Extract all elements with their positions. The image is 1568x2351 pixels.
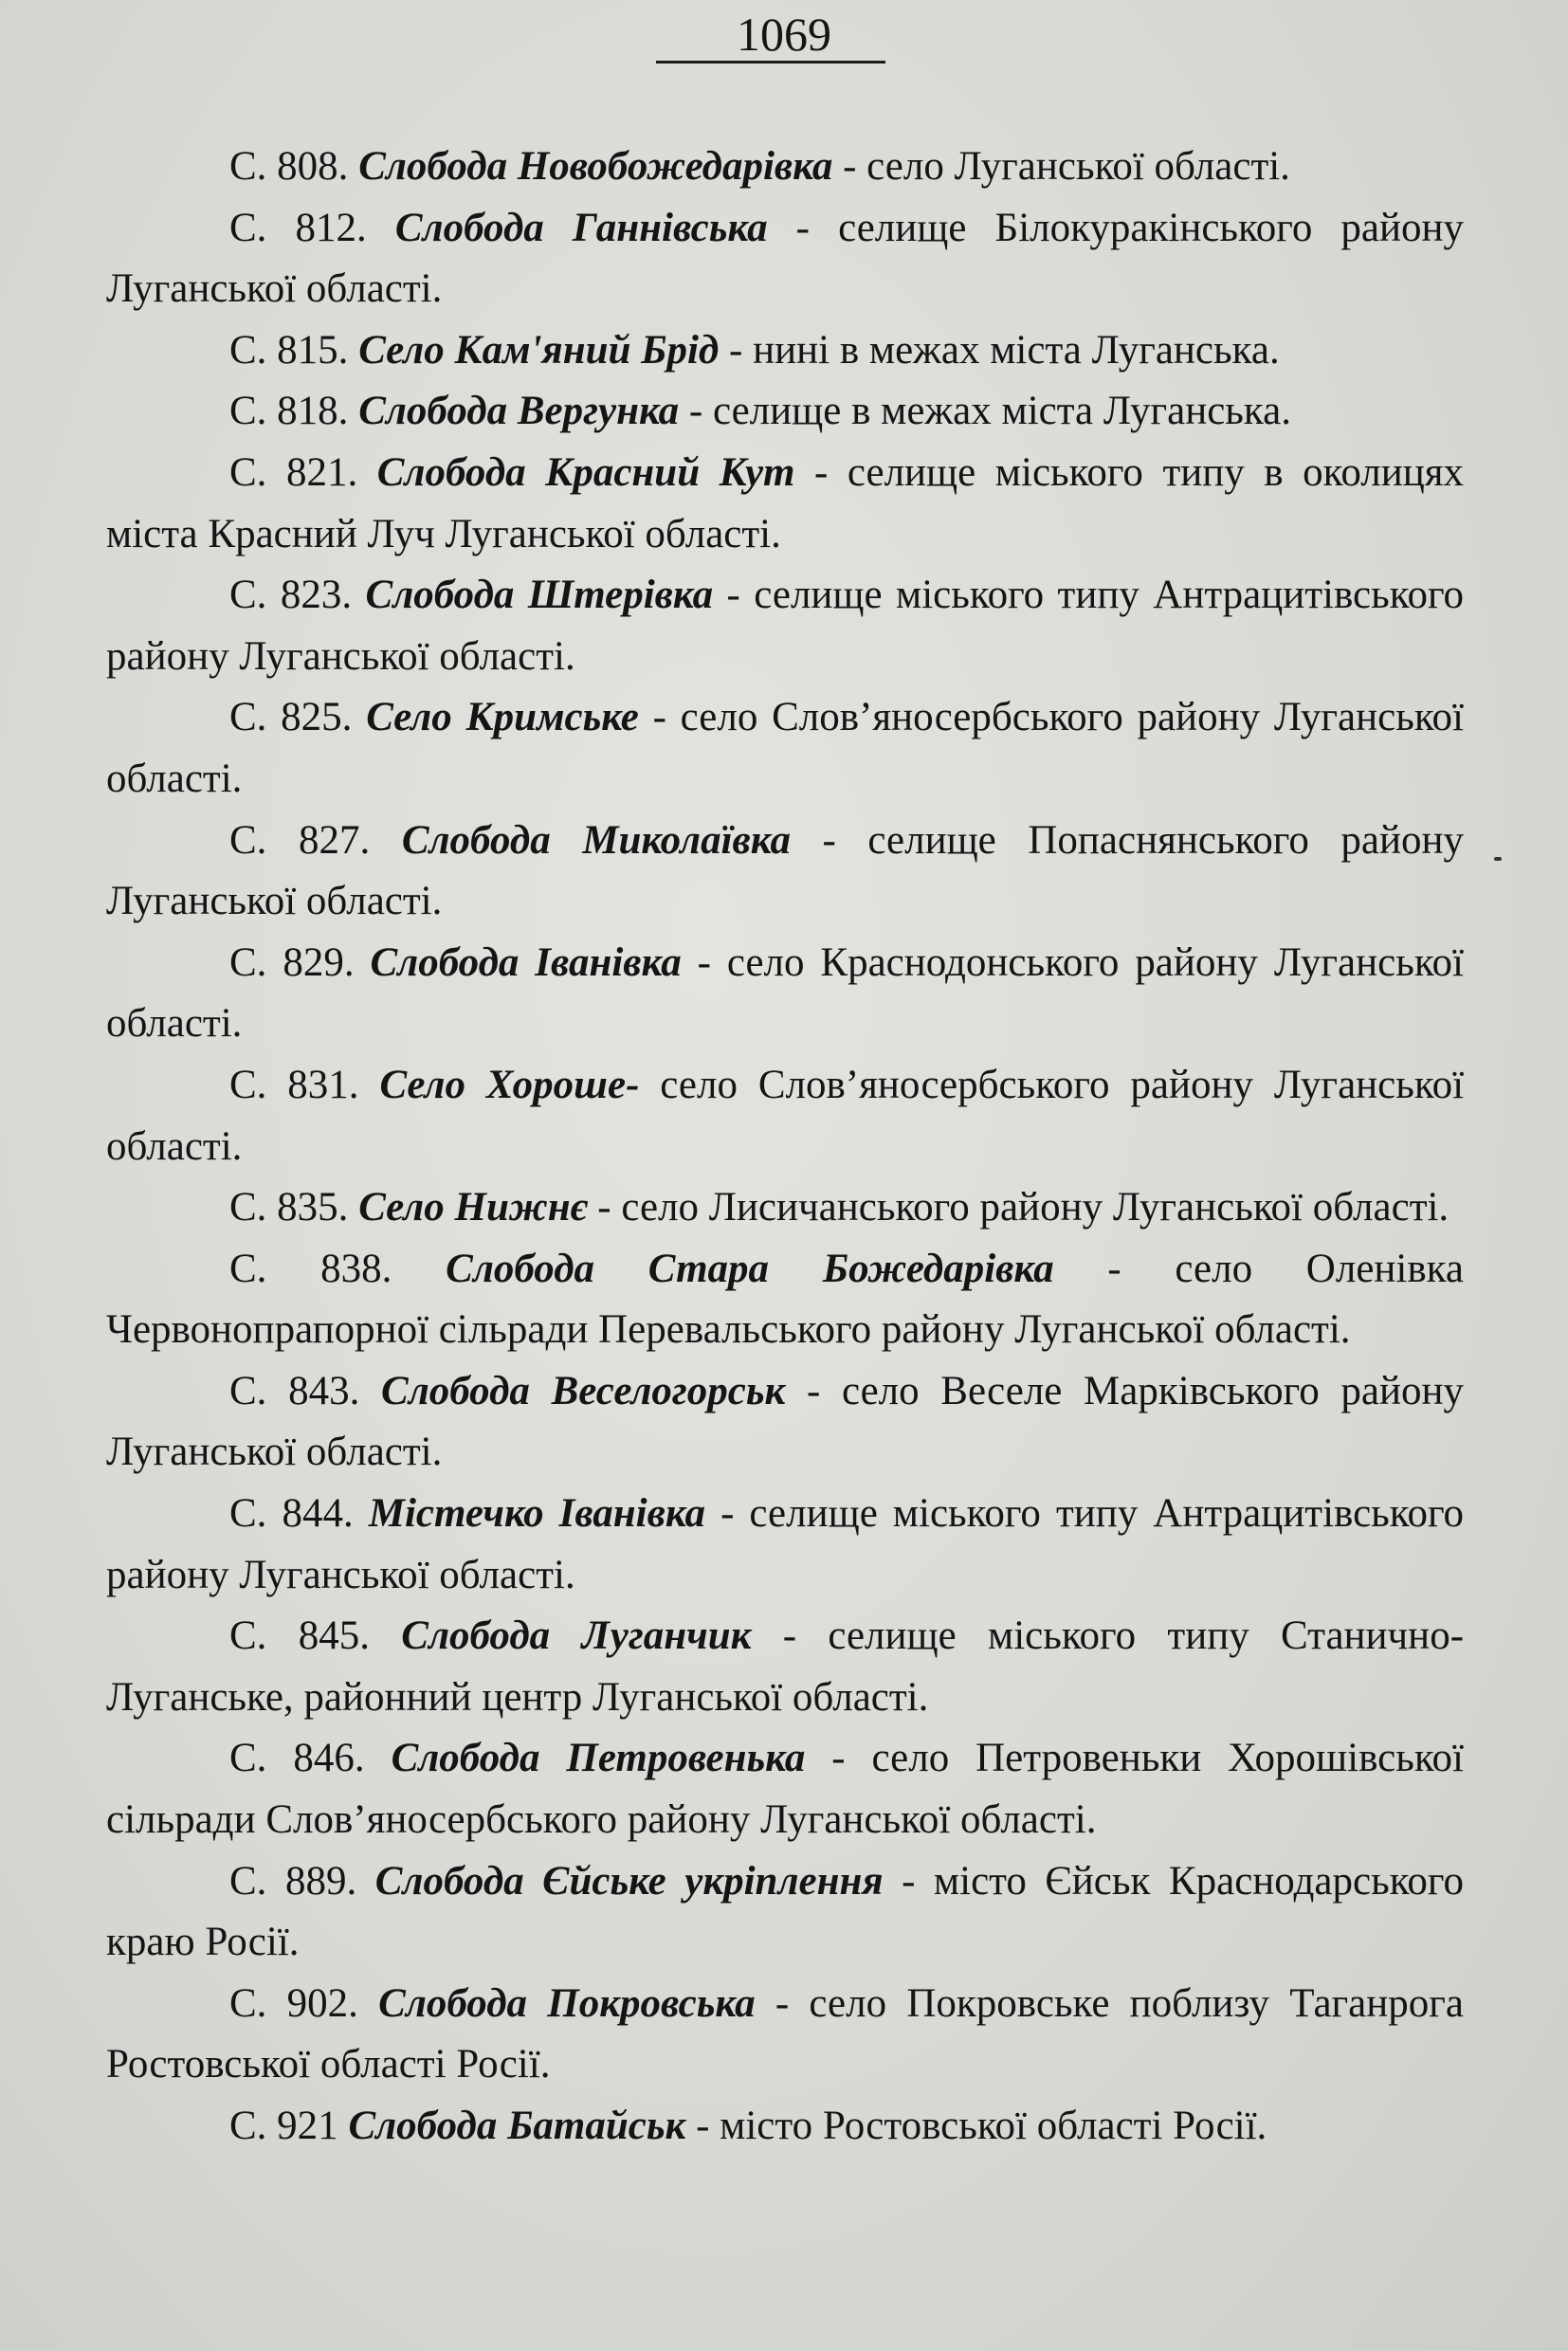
entry-desc: - село Оленівка Червонопрапорної сільради Перевальського району Луганської області.: [106, 1246, 1464, 1353]
list-item: [106, 320, 1464, 382]
entry-name: Слобода Єйське укріплення: [374, 1858, 884, 1904]
paper-speck: [1494, 857, 1502, 861]
entry-list: [106, 137, 1464, 2158]
entry-name: Слобода Веселогорськ: [381, 1368, 786, 1413]
entry-desc: - місто Ростовської області Росії.: [696, 2104, 1267, 2148]
entry-ref: С. 827.: [229, 817, 371, 863]
entry-desc: - селище міського типу Антрацитівського району Луганської області.: [106, 1491, 1465, 1597]
list-item: [106, 1239, 1464, 1361]
entry-desc: - місто Єйськ Краснодарського краю Росії.: [106, 1858, 1464, 1965]
entry-ref: С. 844.: [229, 1491, 354, 1537]
entry-desc: - селище Білокуракінського району Луганської області.: [106, 205, 1465, 312]
entry-desc: - селище міського типу в околицях міста Красний Луч Луганської області.: [106, 449, 1465, 556]
entry-desc: - селище Попаснянського району Луганської області.: [106, 817, 1465, 924]
entry-desc: - село Слов’яносербського району Луганської області.: [106, 695, 1465, 801]
entry-ref: С. 921: [229, 2104, 338, 2148]
entry-ref: С. 812.: [229, 205, 367, 250]
list-item: [106, 933, 1464, 1055]
entry-desc: - селище міського типу Антрацитівського району Луганської області.: [106, 573, 1465, 679]
entry-name: Слобода Петровенька: [391, 1736, 806, 1781]
entry-desc: - село Лисичанського району Луганської області.: [597, 1185, 1449, 1230]
entry-name: Слобода Луганчик: [401, 1613, 752, 1659]
entry-ref: С. 889.: [229, 1858, 357, 1904]
entry-desc: - село Покровське поблизу Таганрога Ростовської області Росії.: [106, 1980, 1464, 2087]
list-item: [106, 811, 1464, 933]
entry-desc: - селище в межах міста Луганська.: [688, 389, 1291, 434]
list-item: [106, 1177, 1464, 1239]
entry-name: Слобода Ганнівська: [394, 205, 768, 250]
entry-ref: С. 818.: [229, 389, 349, 434]
entry-name: Село Нижнє: [358, 1185, 588, 1230]
entry-ref: С. 902.: [229, 1980, 358, 2026]
entry-ref: С. 846.: [229, 1736, 365, 1781]
list-item: [106, 1974, 1464, 2096]
list-item: [106, 381, 1464, 443]
entry-desc: - село Петровеньки Хорошівської сільради Слов’яносербського району Луганської області.: [106, 1736, 1464, 1843]
entry-name: Село Кам'яний Брід: [358, 327, 720, 373]
entry-desc: - селище міського типу Станично-Луганське, районний центр Луганської області.: [106, 1613, 1465, 1720]
entry-ref: С. 835.: [229, 1185, 349, 1230]
list-item: [106, 137, 1464, 198]
list-item: [106, 565, 1464, 687]
list-item: [106, 1728, 1464, 1850]
entry-ref: С. 821.: [229, 449, 358, 495]
entry-ref: С. 823.: [229, 573, 353, 618]
entry-name: Містечко Іванівка: [368, 1491, 706, 1537]
entry-name: Слобода Штерівка: [365, 573, 714, 618]
entry-ref: С. 825.: [229, 695, 353, 740]
entry-desc: - нині в межах міста Луганська.: [729, 327, 1280, 373]
list-item: [106, 1851, 1464, 1974]
list-item: [106, 1484, 1464, 1606]
entry-ref: С. 829.: [229, 939, 355, 985]
entry-desc: село Слов’яносербського району Луганської області.: [106, 1062, 1465, 1169]
entry-ref: С. 815.: [229, 327, 349, 373]
list-item: [106, 443, 1464, 565]
entry-ref: С. 808.: [229, 144, 349, 189]
entry-desc: - село Веселе Марківського району Луганської області.: [106, 1368, 1464, 1475]
list-item: [106, 687, 1464, 810]
list-item: [106, 1606, 1464, 1728]
entry-ref: С. 843.: [229, 1368, 360, 1413]
entry-ref: С. 845.: [229, 1613, 370, 1659]
entry-name: Слобода Батайськ: [348, 2104, 686, 2148]
list-item: [106, 2096, 1464, 2158]
list-item: [106, 1055, 1464, 1177]
entry-name: Село Кримське: [366, 695, 639, 740]
entry-name: Слобода Новобожедарівка: [358, 144, 833, 189]
entry-name: Село Хороше-: [379, 1062, 640, 1107]
list-item: [106, 198, 1464, 320]
entry-ref: С. 831.: [229, 1062, 359, 1107]
entry-name: Слобода Красний Кут: [376, 449, 795, 495]
page-number-rule: [656, 61, 885, 64]
entry-name: Слобода Покровська: [378, 1980, 756, 2026]
entry-ref: С. 838.: [229, 1246, 392, 1291]
entry-name: Слобода Іванівка: [370, 939, 682, 985]
entry-name: Слобода Стара Божедарівка: [446, 1246, 1054, 1291]
entry-desc: - село Луганської області.: [843, 144, 1290, 189]
entry-name: Слобода Миколаївка: [401, 817, 791, 863]
list-item: [106, 1361, 1464, 1484]
page-number: 1069: [737, 8, 831, 61]
entry-name: Слобода Вергунка: [358, 389, 680, 434]
entry-desc: - село Краснодонського району Луганської області.: [106, 939, 1464, 1047]
